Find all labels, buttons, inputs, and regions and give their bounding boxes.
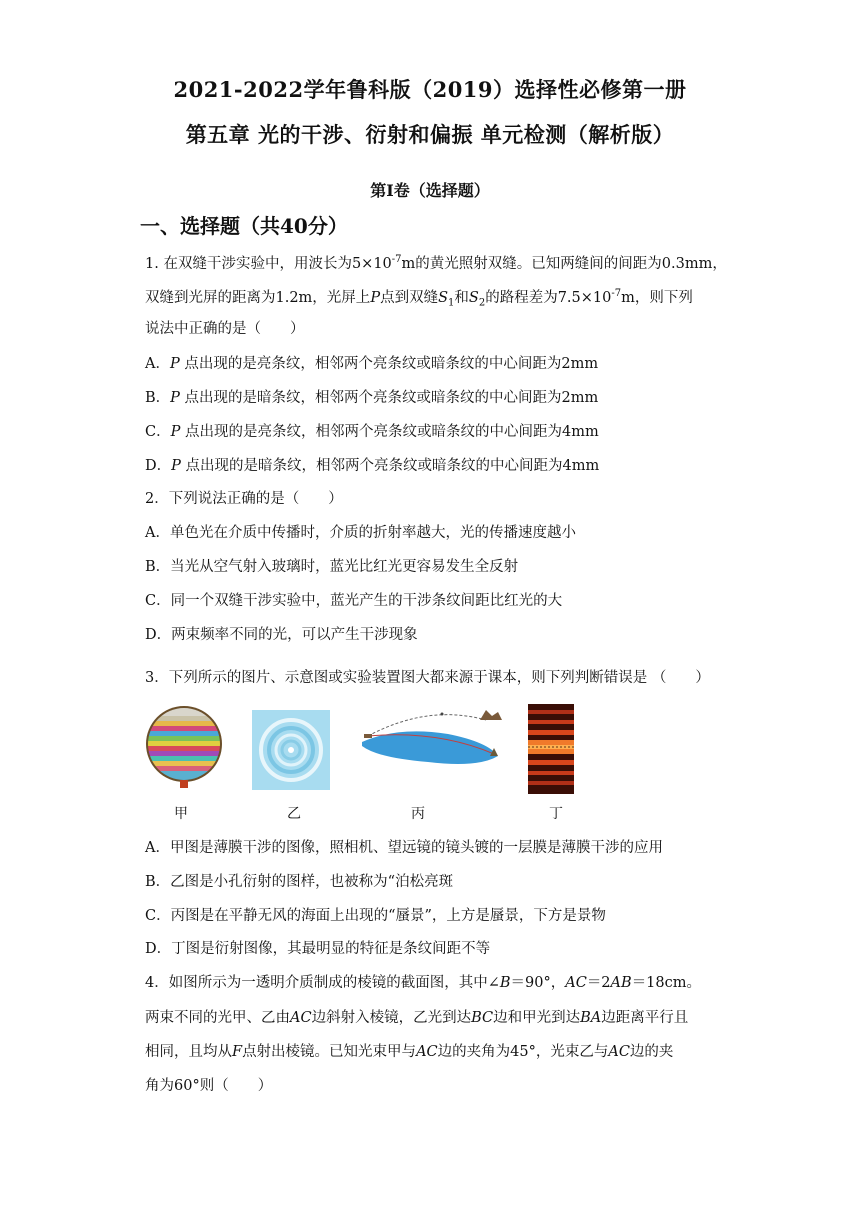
q4-stem-line-3: 相同，且均从F点射出棱镜。已知光束甲与AC边的夹角为45°，光束乙与AC边的夹 (145, 1044, 674, 1060)
figure-ding-fringes (528, 704, 574, 794)
q4-stem-line-1: 4．如图所示为一透明介质制成的棱镜的截面图，其中∠B＝90°，AC＝2AB＝18cm。 (145, 975, 702, 991)
q2-option-c: C．同一个双缝干涉实验中，蓝光产生的干涉条纹间距比红光的大 (145, 593, 563, 609)
q3-option-d: D．丁图是衍射图像，其最明显的特征是条纹间距不等 (145, 941, 491, 957)
q3-stem: 3．下列所示的图片、示意图或实验装置图大都来源于课本，则下列判断错误是 （ ） (145, 670, 710, 686)
q1-stem-line-1: 1. 在双缝干涉实验中，用波长为$5\times 10^{-7}m$的黄光照射双缝。已知两缝间的间距为0.3mm， (145, 254, 727, 272)
q1-option-b: B．P 点出现的是暗条纹，相邻两个亮条纹或暗条纹的中心间距为2mm (145, 390, 599, 406)
caption-yi: 乙 (287, 806, 301, 822)
q1-option-c: C．P 点出现的是亮条纹，相邻两个亮条纹或暗条纹的中心间距为4mm (145, 424, 599, 440)
q4-stem-line-4: 角为60°则（ ） (145, 1078, 273, 1094)
q3-option-c: C．丙图是在平静无风的海面上出现的“蜃景”，上方是蜃景，下方是景物 (145, 908, 606, 924)
q1-stem-line-3: 说法中正确的是（ ） (145, 321, 305, 337)
q1-stem-line-2: 双缝到光屏的距离为1.2m，光屏上P点到双缝$S_1$和$S_2$的路程差为$7.5\times 10^{-7}m$，则下列 (145, 288, 693, 309)
document-title-line-1: 2021-2022学年鲁科版（2019）选择性必修第一册 (173, 77, 687, 102)
caption-ding: 丁 (549, 806, 563, 822)
q3-option-b: B．乙图是小孔衍射的图样，也被称为“泊松亮斑 (145, 874, 454, 890)
caption-jia: 甲 (174, 806, 188, 822)
q2-option-d: D．两束频率不同的光，可以产生干涉现象 (145, 627, 418, 643)
q3-option-a: A．甲图是薄膜干涉的图像，照相机、望远镜的镜头镀的一层膜是薄膜干涉的应用 (145, 840, 663, 856)
q1-option-d: D．P 点出现的是暗条纹，相邻两个亮条纹或暗条纹的中心间距为4mm (145, 458, 600, 474)
q4-stem-line-2: 两束不同的光甲、乙由AC边斜射入棱镜，乙光到达BC边和甲光到达BA边距离平行且 (145, 1010, 689, 1026)
section-heading: 一、选择题（共40分） (140, 214, 348, 238)
document-title-line-2: 第五章 光的干涉、衍射和偏振 单元检测（解析版） (185, 122, 675, 147)
q2-option-b: B．当光从空气射入玻璃时，蓝光比红光更容易发生全反射 (145, 559, 519, 575)
q2-stem: 2．下列说法正确的是（ ） (145, 491, 343, 507)
figure-jia-thin-film (143, 706, 225, 790)
q1-option-a: A．P 点出现的是亮条纹，相邻两个亮条纹或暗条纹的中心间距为2mm (145, 356, 599, 372)
caption-bing: 丙 (411, 806, 425, 822)
figure-yi-diffraction-rings (252, 710, 330, 790)
q2-option-a: A．单色光在介质中传播时，介质的折射率越大，光的传播速度越小 (145, 525, 576, 541)
volume-heading: 第Ⅰ卷（选择题） (370, 181, 490, 200)
figure-bing-mirage (358, 706, 506, 774)
